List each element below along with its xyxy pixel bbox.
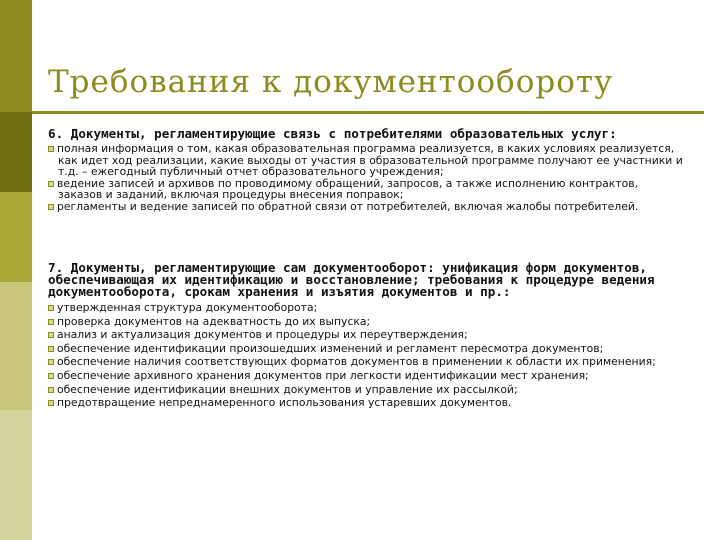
list-item-text: регламенты и ведение записей по обратной связи от потребителей, включая жалобы потребителей. bbox=[57, 199, 639, 213]
sidebar-decoration bbox=[0, 0, 32, 540]
sidebar-block-4 bbox=[0, 282, 32, 410]
list-item-text: обеспечение наличия соответствующих форматов документов в применении к области их применения; bbox=[57, 355, 656, 369]
square-bullet-icon bbox=[48, 181, 54, 187]
square-bullet-icon bbox=[48, 319, 54, 325]
square-bullet-icon bbox=[48, 332, 54, 338]
list-item bbox=[48, 143, 684, 178]
section-heading: 7. Документы, регламентирующие сам документооборот: унификация форм документов, обеспечивающая их идентификацию и восстановление; требования к процедуре ведения документооборота, срокам хранения и изъятия документов и пр.: bbox=[48, 260, 655, 299]
list-item bbox=[48, 328, 684, 342]
section-heading: 6. Документы, регламентирующие связь с потребителями образовательных услуг: bbox=[48, 126, 617, 141]
list-item bbox=[48, 369, 684, 383]
list-item-text: предотвращение непреднамеренного использования устаревших документов. bbox=[57, 396, 512, 410]
bullet-list bbox=[48, 301, 684, 410]
list-item bbox=[48, 342, 684, 356]
list-item-text: ведение записей и архивов по проводимому обращений, запросов, а также исполнению контрактов, заказов и заданий, включая процедуры внесения поправок; bbox=[57, 176, 638, 201]
title-area bbox=[48, 62, 704, 102]
square-bullet-icon bbox=[48, 346, 54, 352]
sidebar-block-2 bbox=[0, 112, 32, 192]
square-bullet-icon bbox=[48, 146, 54, 152]
square-bullet-icon bbox=[48, 387, 54, 393]
section-6 bbox=[48, 128, 684, 212]
content bbox=[48, 128, 684, 410]
square-bullet-icon bbox=[48, 400, 54, 406]
square-bullet-icon bbox=[48, 204, 54, 210]
list-item bbox=[48, 315, 684, 329]
sidebar-block-3 bbox=[0, 192, 32, 282]
square-bullet-icon bbox=[48, 373, 54, 379]
list-item bbox=[48, 178, 684, 201]
list-item bbox=[48, 301, 684, 315]
list-item-text: обеспечение идентификации внешних документов и управление их рассылкой; bbox=[57, 382, 518, 396]
list-item bbox=[48, 383, 684, 397]
bullet-list bbox=[48, 143, 684, 212]
square-bullet-icon bbox=[48, 359, 54, 365]
sidebar-block-5 bbox=[0, 410, 32, 540]
section-7 bbox=[48, 262, 684, 410]
list-item bbox=[48, 396, 684, 410]
list-item bbox=[48, 355, 684, 369]
square-bullet-icon bbox=[48, 305, 54, 311]
list-item-text: анализ и актуализация документов и процедуры их переутверждения; bbox=[57, 328, 468, 342]
title-underline bbox=[32, 111, 704, 114]
list-item-text: утвержденная структура документооборота; bbox=[57, 301, 318, 314]
list-item bbox=[48, 201, 684, 213]
list-item-text: обеспечение идентификации произошедших изменений и регламент пересмотра документов; bbox=[57, 341, 604, 355]
sidebar-block-1 bbox=[0, 0, 32, 112]
list-item-text: обеспечение архивного хранения документов при легкости идентификации мест хранения; bbox=[57, 368, 589, 382]
list-item-text: проверка документов на адекватность до их выпуска; bbox=[57, 314, 371, 328]
list-item-text: полная информация о том, какая образовательная программа реализуется, в каких условиях реализуется, как идет ход реализации, какие выходы от участия в образовательной программе получают ее участники и т.д. – ежегодный публичный отчет образовательного учреждения; bbox=[57, 142, 683, 178]
page-title: Требования к документообороту bbox=[48, 64, 614, 100]
